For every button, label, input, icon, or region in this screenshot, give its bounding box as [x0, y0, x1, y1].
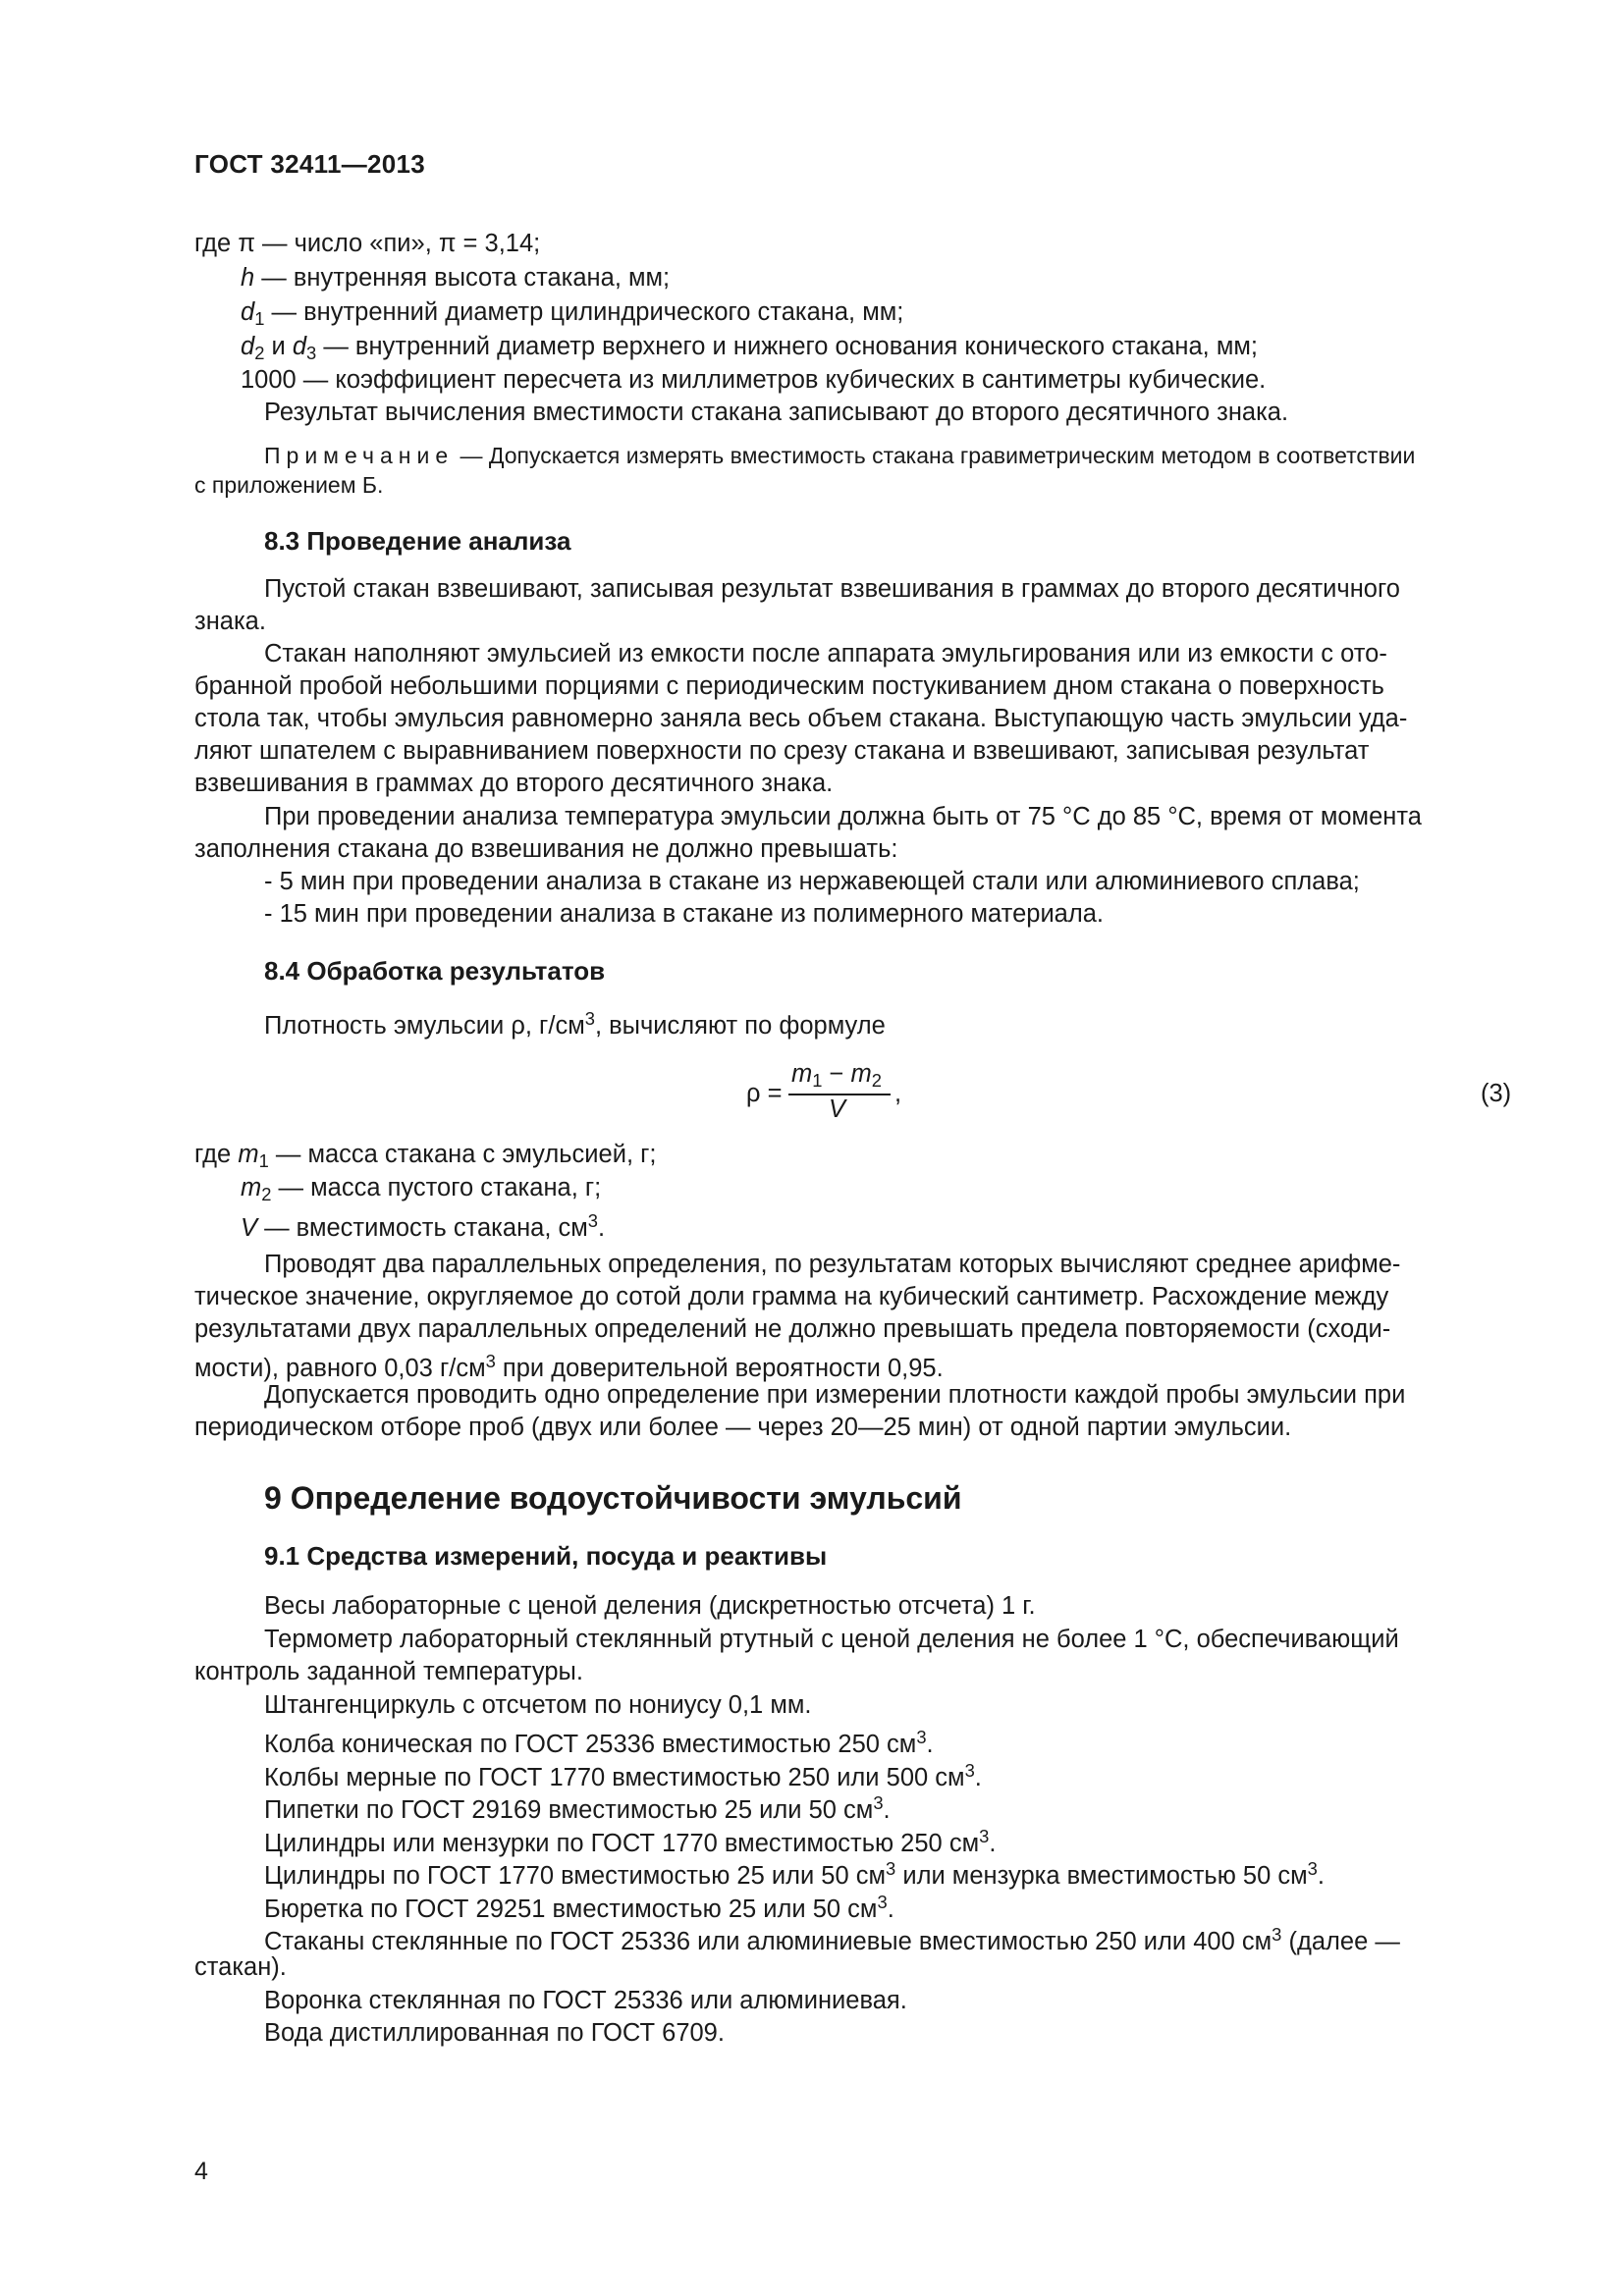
where-1000-line: 1000 — коэффициент пересчета из миллиметров кубических в сантиметры кубические.	[241, 366, 1267, 394]
where-d1-line: $d_1$ — внутренний диаметр цилиндрического стакана, мм;	[241, 298, 904, 330]
document-header: ГОСТ 32411—2013	[194, 149, 426, 179]
note-line-2: с приложением Б.	[194, 472, 384, 498]
formula-number: (3)	[1481, 1080, 1512, 1107]
s83-p1-l1: Пустой стакан взвешивают, записывая результат взвешивания в граммах до второго десятичного	[264, 575, 1400, 603]
section-8-3-title: 8.3 Проведение анализа	[264, 526, 571, 556]
s91-item-pipettes: Пипетки по ГОСТ 29169 вместимостью 25 или 50 $см^3$.	[264, 1792, 891, 1825]
s84-p1-l1: Проводят два параллельных определения, по результатам которых вычисляют среднее арифме-	[264, 1251, 1401, 1278]
formula-denominator: V	[829, 1095, 846, 1123]
formula-numerator: $m_1 - m_2$	[791, 1060, 882, 1092]
s84-p1-l2: тическое значение, округляемое до сотой доли грамма на кубический сантиметр. Расхождение между	[194, 1283, 1389, 1310]
s84-p1-l3: результатами двух параллельных определений не должно превышать предела повторяемости (сходи-	[194, 1315, 1391, 1343]
s91-item-caliper: Штангенциркуль с отсчетом по нониусу 0,1 мм.	[264, 1691, 812, 1719]
s91-item-funnel: Воронка стеклянная по ГОСТ 25336 или алюминиевая.	[264, 1987, 907, 2014]
s84-intro: Плотность эмульсии ρ, $г/см^3$, вычисляют по формуле	[264, 1008, 886, 1041]
where-m1-line: где $m_1$ — масса стакана с эмульсией, г;	[194, 1141, 657, 1172]
s83-list-item-1: - 5 мин при проведении анализа в стакане из нержавеющей стали или алюминиевого сплава;	[264, 868, 1360, 895]
formula-comma: ,	[894, 1080, 902, 1107]
s83-p1-l2: знака.	[194, 608, 266, 635]
s84-p2-l2: периодическом отборе проб (двух или более — через 20—25 мин) от одной партии эмульсии.	[194, 1414, 1292, 1441]
note-line-1: Примечание — Допускается измерять вместимость стакана гравиметрическим методом в соответствии	[264, 443, 1416, 468]
where-m2-line: $m_2$ — масса пустого стакана, г;	[241, 1174, 602, 1205]
s83-list-item-2: - 15 мин при проведении анализа в стакане из полимерного материала.	[264, 900, 1105, 928]
result-paragraph: Результат вычисления вместимости стакана записывают до второго десятичного знака.	[264, 399, 1289, 426]
s83-p3-l2: заполнения стакана до взвешивания не должно превышать:	[194, 835, 898, 863]
where-v-line: V — вместимость стакана, $см^3$.	[241, 1210, 606, 1243]
s91-item-conical-flask: Колба коническая по ГОСТ 25336 вместимостью 250 $см^3$.	[264, 1727, 934, 1759]
s83-p2-l5: взвешивания в граммах до второго десятичного знака.	[194, 770, 834, 797]
s83-p2-l1: Стакан наполняют эмульсией из емкости после аппарата эмульгирования или из емкости с ото-	[264, 640, 1387, 667]
formula-lhs: ρ =	[746, 1080, 783, 1107]
s91-item-thermometer-l1: Термометр лабораторный стеклянный ртутный с ценой деления не более 1 °С, обеспечивающий	[264, 1626, 1399, 1653]
s83-p3-l1: При проведении анализа температура эмульсии должна быть от 75 °С до 85 °С, время от момента	[264, 803, 1422, 830]
s91-item-beakers-l2: стакан).	[194, 1953, 287, 1981]
section-8-4-title: 8.4 Обработка результатов	[264, 956, 606, 986]
s84-p2-l1: Допускается проводить одно определение при измерении плотности каждой пробы эмульсии при	[264, 1381, 1406, 1409]
s84-p1-l4: мости), равного 0,03 $г/см^3$ при доверительной вероятности 0,95.	[194, 1351, 944, 1383]
s91-item-volumetric-flasks: Колбы мерные по ГОСТ 1770 вместимостью 250 или 500 $см^3$.	[264, 1760, 982, 1792]
s91-item-beakers-l1: Стаканы стеклянные по ГОСТ 25336 или алюминиевые вместимостью 250 или 400 $см^3$ (далее —	[264, 1924, 1400, 1956]
where-h-line: h — внутренняя высота стакана, мм;	[241, 264, 671, 292]
where-pi-line: где π — число «пи», π = 3,14;	[194, 230, 541, 257]
page-number: 4	[194, 2158, 208, 2185]
s91-item-thermometer-l2: контроль заданной температуры.	[194, 1658, 583, 1685]
s91-item-water: Вода дистиллированная по ГОСТ 6709.	[264, 2019, 725, 2047]
s91-item-cylinders-25-50: Цилиндры по ГОСТ 1770 вместимостью 25 или 50 $см^3$ или мензурка вместимостью 50 $см^3$.	[264, 1858, 1325, 1891]
section-9-1-title: 9.1 Средства измерений, посуда и реактивы	[264, 1541, 828, 1571]
s91-item-burette: Бюретка по ГОСТ 29251 вместимостью 25 или 50 $см^3$.	[264, 1892, 894, 1924]
s91-item-cylinders-250: Цилиндры или мензурки по ГОСТ 1770 вместимостью 250 $см^3$.	[264, 1826, 997, 1858]
s91-item-scales: Весы лабораторные с ценой деления (дискретностью отсчета) 1 г.	[264, 1592, 1036, 1620]
s83-p2-l4: ляют шпателем с выравниванием поверхности по срезу стакана и взвешивают, записывая результат	[194, 737, 1370, 765]
where-d2-d3-line: $d_2$ и $d_3$ — внутренний диаметр верхнего и нижнего основания конического стакана, мм;	[241, 333, 1258, 364]
s83-p2-l2: бранной пробой небольшими порциями с периодическим постукиванием дном стакана о поверхность	[194, 672, 1384, 700]
section-9-title: 9 Определение водоустойчивости эмульсий	[264, 1480, 962, 1516]
s83-p2-l3: стола так, чтобы эмульсия равномерно заняла весь объем стакана. Выступающую часть эмульсии уда-	[194, 705, 1408, 732]
